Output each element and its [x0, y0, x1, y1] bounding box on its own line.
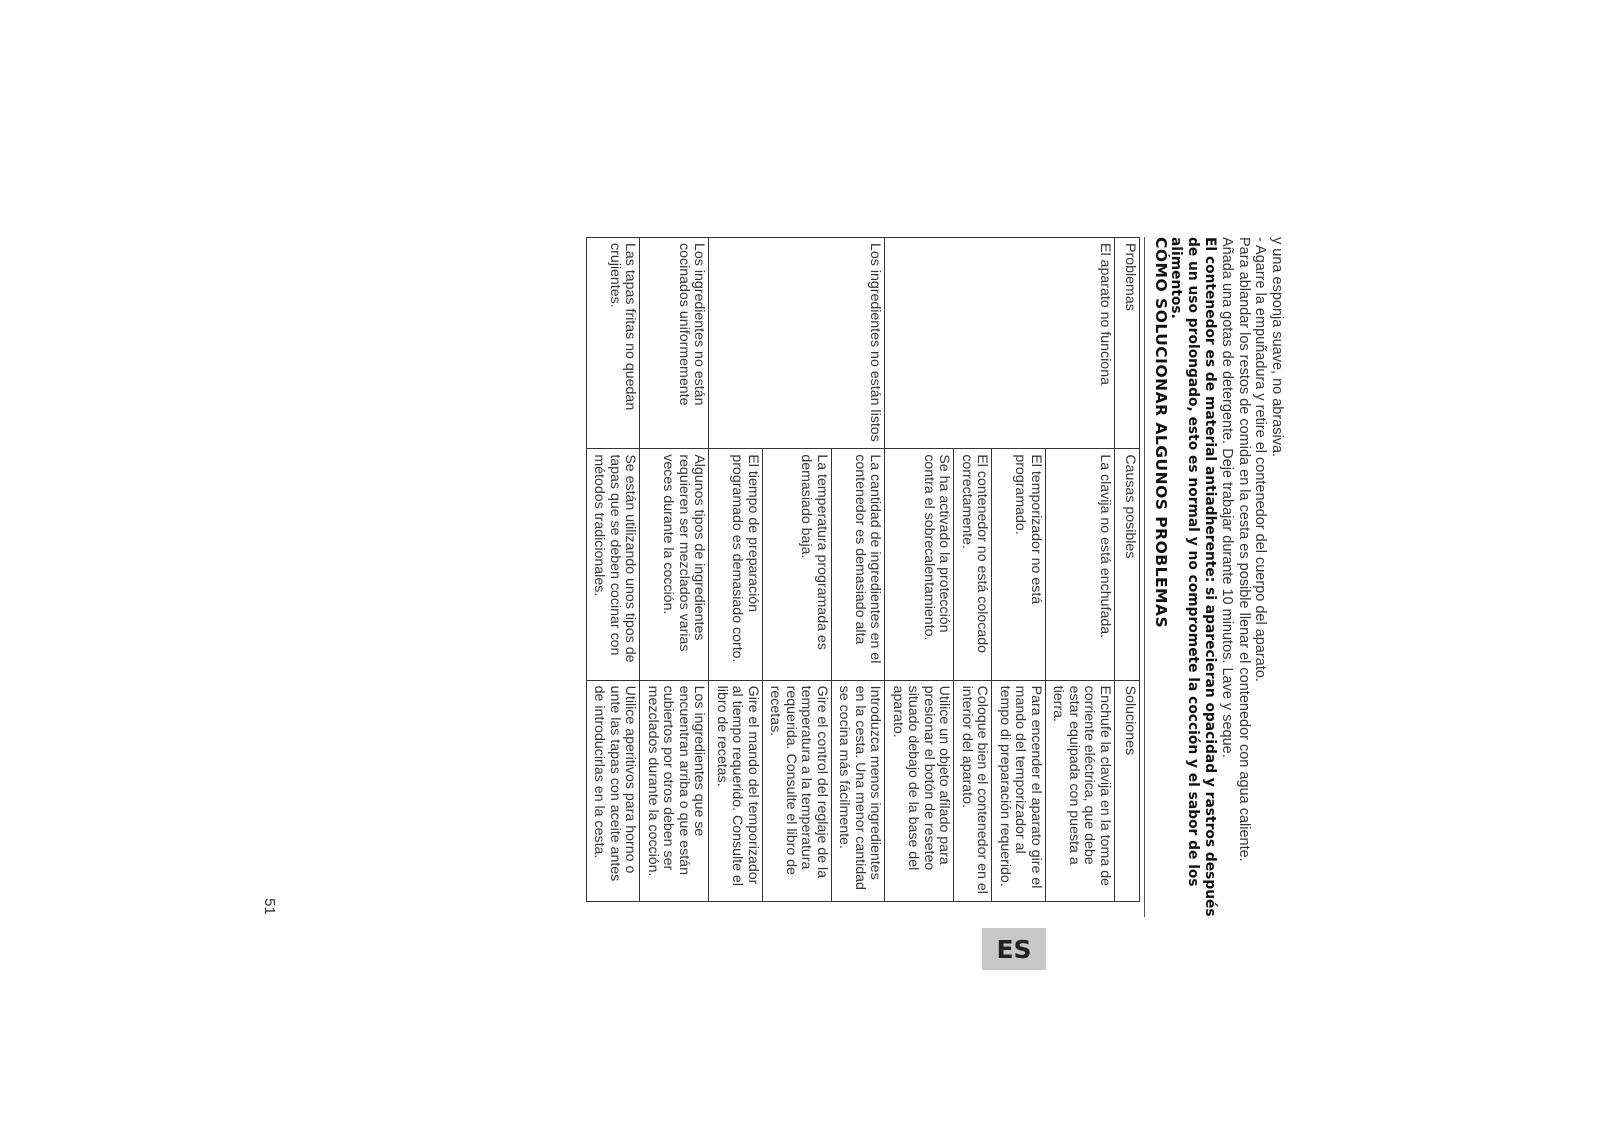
intro-line-1: y una esponja suave, no abrasiva.: [1269, 237, 1285, 458]
solution-cell: Coloque bien el contenedor en el interior del aparato.: [954, 680, 992, 901]
heading-rule: [1144, 237, 1145, 917]
intro-line-4: Añada una gotas de detergente. Deje trabajar durante 10 minutos. Lave y seque.: [1219, 237, 1236, 758]
cause-cell: Se están utilizando unos tipos de tapas que se deben cocinar con métodos tradicionales.: [587, 449, 641, 680]
solution-cell: Utilice un objeto afilado para presionar el botón de reseteo situado debajo de la base del aparato.: [885, 680, 954, 901]
solution-cell: Gire el control del reglaje de la temperatura a la temperatura requerida. Consulte el libro de recetas.: [763, 680, 832, 901]
cause-cell: La clavija no está enchufada.: [1046, 449, 1115, 680]
problem-cell: Los ingredientes no están cocinados uniformemente: [640, 238, 709, 449]
cause-cell: El tiempo de preparación programado es demasiado corto.: [709, 449, 763, 680]
troubleshooting-table: [586, 237, 1140, 902]
solution-cell: Utilice aperitivos para horno o unte las tapas con aceite antes de introducirlas en la cesta.: [587, 680, 641, 901]
page-number: 51: [260, 898, 278, 915]
problem-cell: Las tapas fritas no quedan crujientes.: [587, 238, 641, 449]
header-problems: Problemas: [1115, 238, 1140, 449]
section-heading: CÓMO SOLUCIONAR ALGUNOS PROBLEMAS: [1152, 237, 1170, 629]
intro-line-3: Para ablandar los restos de comida en la cesta es posible llenar el contenedor con agua caliente.: [1236, 237, 1252, 862]
rotated-content: [325, 237, 1285, 917]
table-row: [640, 238, 709, 902]
solution-cell: Enchufe la clavija en la toma de corriente eléctrica, que debe estar equipada con puesta a tierra.: [1046, 680, 1115, 901]
cause-cell: El temporizador no está programado.: [992, 449, 1046, 680]
table-header-row: [1115, 238, 1140, 902]
problem-cell: El aparato no funciona: [885, 238, 1115, 449]
header-causes: Causas posibles: [1115, 449, 1140, 680]
nonstick-note: El contenedor es de material antiadherente: si aparecieran opacidad y rastros después de un uso prolongado, esto es normal y no compromete la cocción y el sabor de los alimentos.: [1168, 237, 1218, 917]
intro-text: [1167, 237, 1285, 917]
solution-cell: Introduzca menos ingredientes en la cesta. Una menor cantidad se cocina más fácilmente.: [832, 680, 886, 901]
table-row: [1046, 238, 1115, 902]
table-row: [832, 238, 886, 902]
solution-cell: Para encender el aparato gire el mando del temporizador al tempo di preparación requerido.: [992, 680, 1046, 901]
table-row: [587, 238, 641, 902]
intro-line-2: - Agarre la empuñadura y retire el contenedor del cuerpo del aparato.: [1252, 237, 1269, 682]
language-badge: ES: [982, 928, 1046, 970]
solution-cell: Gire el mando del temporizador al tiempo requerido. Consulte el libro de recetas.: [709, 680, 763, 901]
cause-cell: Algunos tipos de ingredientes requieren ser mezclados varias veces durante la cocción.: [640, 449, 709, 680]
cause-cell: Se ha activado la protección contra el sobrecalentamiento.: [885, 449, 954, 680]
problem-cell: Los ingredientes no están listos: [709, 238, 885, 449]
solution-cell: Los ingredientes que se encuentran arriba o que están cubiertos por otros deben ser mezclados durante la cocción.: [640, 680, 709, 901]
cause-cell: La cantidad de ingredientes en el contenedor es demasiado alta: [832, 449, 886, 680]
cause-cell: La temperatura programada es demasiado baja.: [763, 449, 832, 680]
cause-cell: El contenedor no está colocado correctamente.: [954, 449, 992, 680]
header-solutions: Soluciones: [1115, 680, 1140, 901]
